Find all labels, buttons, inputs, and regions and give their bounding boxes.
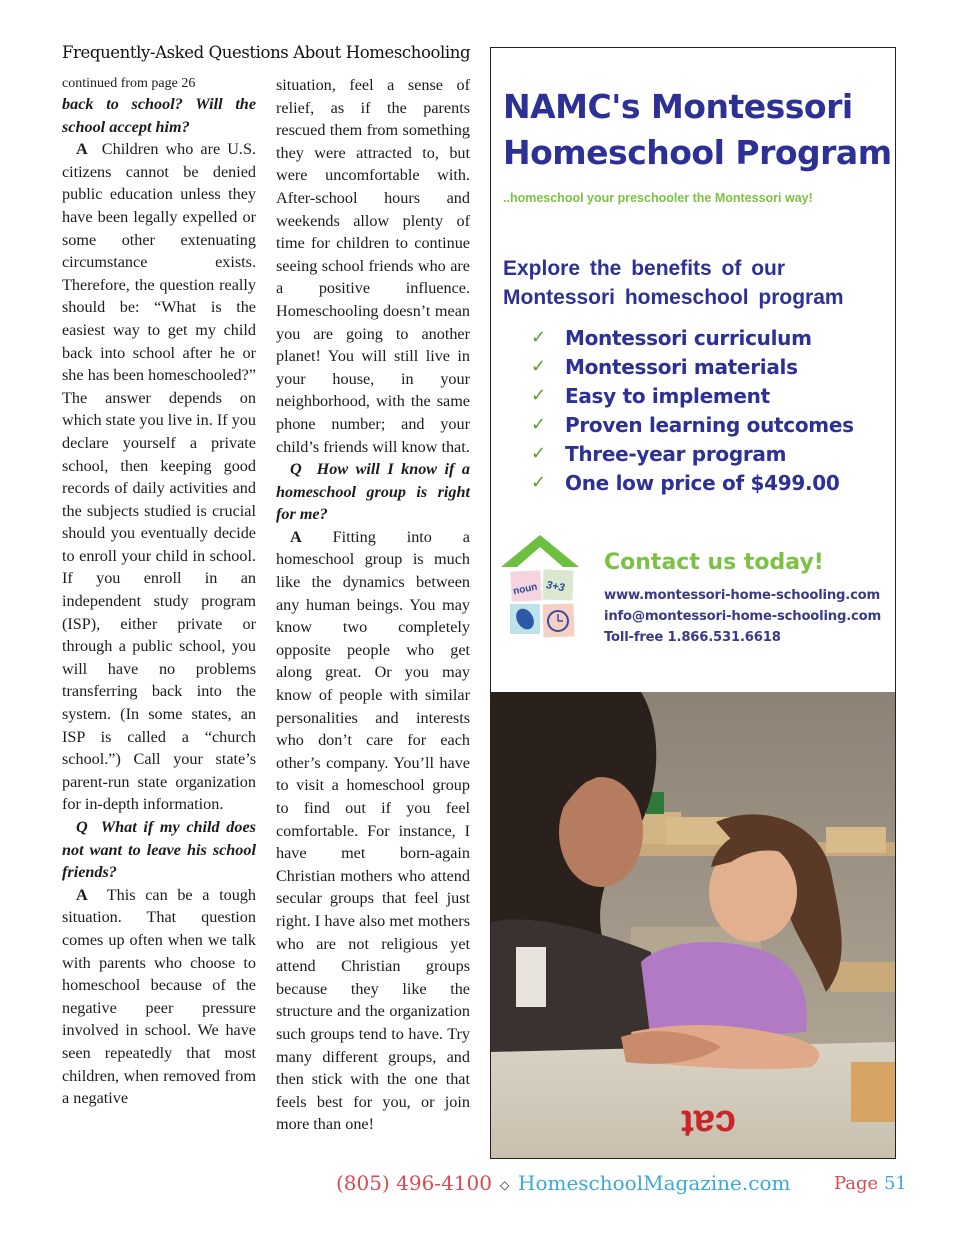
check-icon: ✓ <box>531 414 546 435</box>
page-number <box>834 1173 907 1194</box>
ad-email-link[interactable]: info@montessori-home-schooling.com <box>604 609 882 624</box>
diamond-separator-icon: ◇ <box>500 1178 510 1192</box>
question-continued: back to school? Will the school accept him? <box>62 95 256 136</box>
answer-text: Fitting into a homeschool group is much like the dynamics between any human beings. You may know two completely opposite people who get along great. Or you may know of people with similar personalities and interests who don’t care for each other’s company. You’ll have to visit a homeschool group to find out if you feel comfortable. For instance, I have met born-again Christian mothers who attend secular groups that feel just right. I have also met mothers who are not religious yet attend Christian groups because they like the structure and the organization such groups tend to have. Try many different groups, and then stick with the one that feels best for you, or join more than one! <box>276 527 470 1134</box>
namc-advertisement[interactable] <box>490 47 896 1159</box>
contact-heading: Contact us today! <box>604 550 824 575</box>
ad-title-line-2: Homeschool Program <box>503 133 892 172</box>
check-icon: ✓ <box>531 327 546 348</box>
wooden-letters: cat <box>681 1102 736 1144</box>
question-paragraph <box>276 458 470 526</box>
check-icon: ✓ <box>531 356 546 377</box>
benefit-text: Three-year program <box>565 441 787 466</box>
benefit-text: One low price of $499.00 <box>565 470 840 495</box>
benefit-item <box>531 410 854 439</box>
answer-text: This can be a tough situation. That question comes up often when we talk with parents who choose to homeschool because of the negative peer pressure involved in school. We have seen repeatedly that most children, when removed from a negative <box>62 885 256 1108</box>
page-label: Page <box>834 1173 879 1194</box>
noun-tile-text: noun <box>512 581 539 598</box>
explore-line-2: Montessori homeschool program <box>503 286 844 309</box>
answer-label: A <box>290 527 302 546</box>
ad-title-line-1: NAMC's Montessori <box>503 87 853 126</box>
benefit-item <box>531 381 854 410</box>
namc-house-logo <box>499 533 581 643</box>
article-column-2 <box>276 74 470 1136</box>
check-icon: ✓ <box>531 443 546 464</box>
answer-paragraph <box>62 884 256 1110</box>
benefit-item <box>531 439 854 468</box>
question-label: Q <box>290 460 302 479</box>
answer-label: A <box>76 140 88 159</box>
answer-label: A <box>76 885 88 904</box>
ad-title <box>503 84 892 176</box>
continued-note: continued from page 26 <box>62 76 196 91</box>
check-icon: ✓ <box>531 385 546 406</box>
ad-explore-heading <box>503 254 844 312</box>
question-label: Q <box>76 818 88 836</box>
benefit-item <box>531 352 854 381</box>
footer-website-link[interactable]: HomeschoolMagazine.com <box>518 1171 791 1195</box>
answer-paragraph <box>62 138 256 816</box>
ad-tagline: ..homeschool your preschooler the Montessori way! <box>503 191 813 205</box>
check-icon: ✓ <box>531 472 546 493</box>
running-head: Frequently-Asked Questions About Homeschooling <box>62 43 471 62</box>
page-number-value: 51 <box>883 1173 907 1194</box>
benefit-text: Proven learning outcomes <box>565 412 854 437</box>
question-text: How will I know if a homeschool group is right for me? <box>276 460 471 524</box>
teacher-child-photo <box>491 692 895 1158</box>
answer-text: Children who are U.S. citizens cannot be denied public education unless they have been legally expelled or some other extenuating circumstance exists. Therefore, the question really should be: “What is the easiest way to get my child back into school after he or she has been homeschooled?” The answer depends on which state you live in. If you declare yourself a private school, then keeping good records of daily activities and the subjects studied is crucial should you eventually decide to enroll your child in school. If you enroll in an independent study program (ISP), either private or through a public school, you will have no problems transferring back into the system. (In some states, an ISP is called a “church school.”) Call your state’s parent-run state organization for in-depth information. <box>62 140 257 814</box>
benefit-item <box>531 323 854 352</box>
benefit-text: Montessori materials <box>565 354 798 379</box>
ad-phone: Toll-free 1.866.531.6618 <box>604 630 781 645</box>
answer-paragraph <box>276 526 470 1136</box>
question-text: What if my child does not want to leave his school friends? <box>62 818 256 882</box>
benefits-list <box>531 323 854 497</box>
benefit-text: Easy to implement <box>565 383 770 408</box>
math-tile-text: 3+3 <box>545 579 566 595</box>
explore-line-1: Explore the benefits of our <box>503 257 786 280</box>
question-paragraph <box>62 816 256 884</box>
benefit-text: Montessori curriculum <box>565 325 812 350</box>
ad-website-link[interactable]: www.montessori-home-schooling.com <box>604 588 881 603</box>
article-column-1 <box>62 74 256 1110</box>
benefit-item <box>531 468 854 497</box>
footer-phone: (805) 496-4100 <box>336 1171 492 1195</box>
answer-continued: situation, feel a sense of relief, as if the parents rescued them from something they were attracted to, but were uncomfortable with. After-school hours and weekends allow plenty of time for children to continue seeing school friends who are a positive influence. Homeschooling doesn’t mean you are going to another planet! You will still live in your house, in your neighborhood, with the same phone number; and your child’s friends will know that. <box>276 76 470 456</box>
